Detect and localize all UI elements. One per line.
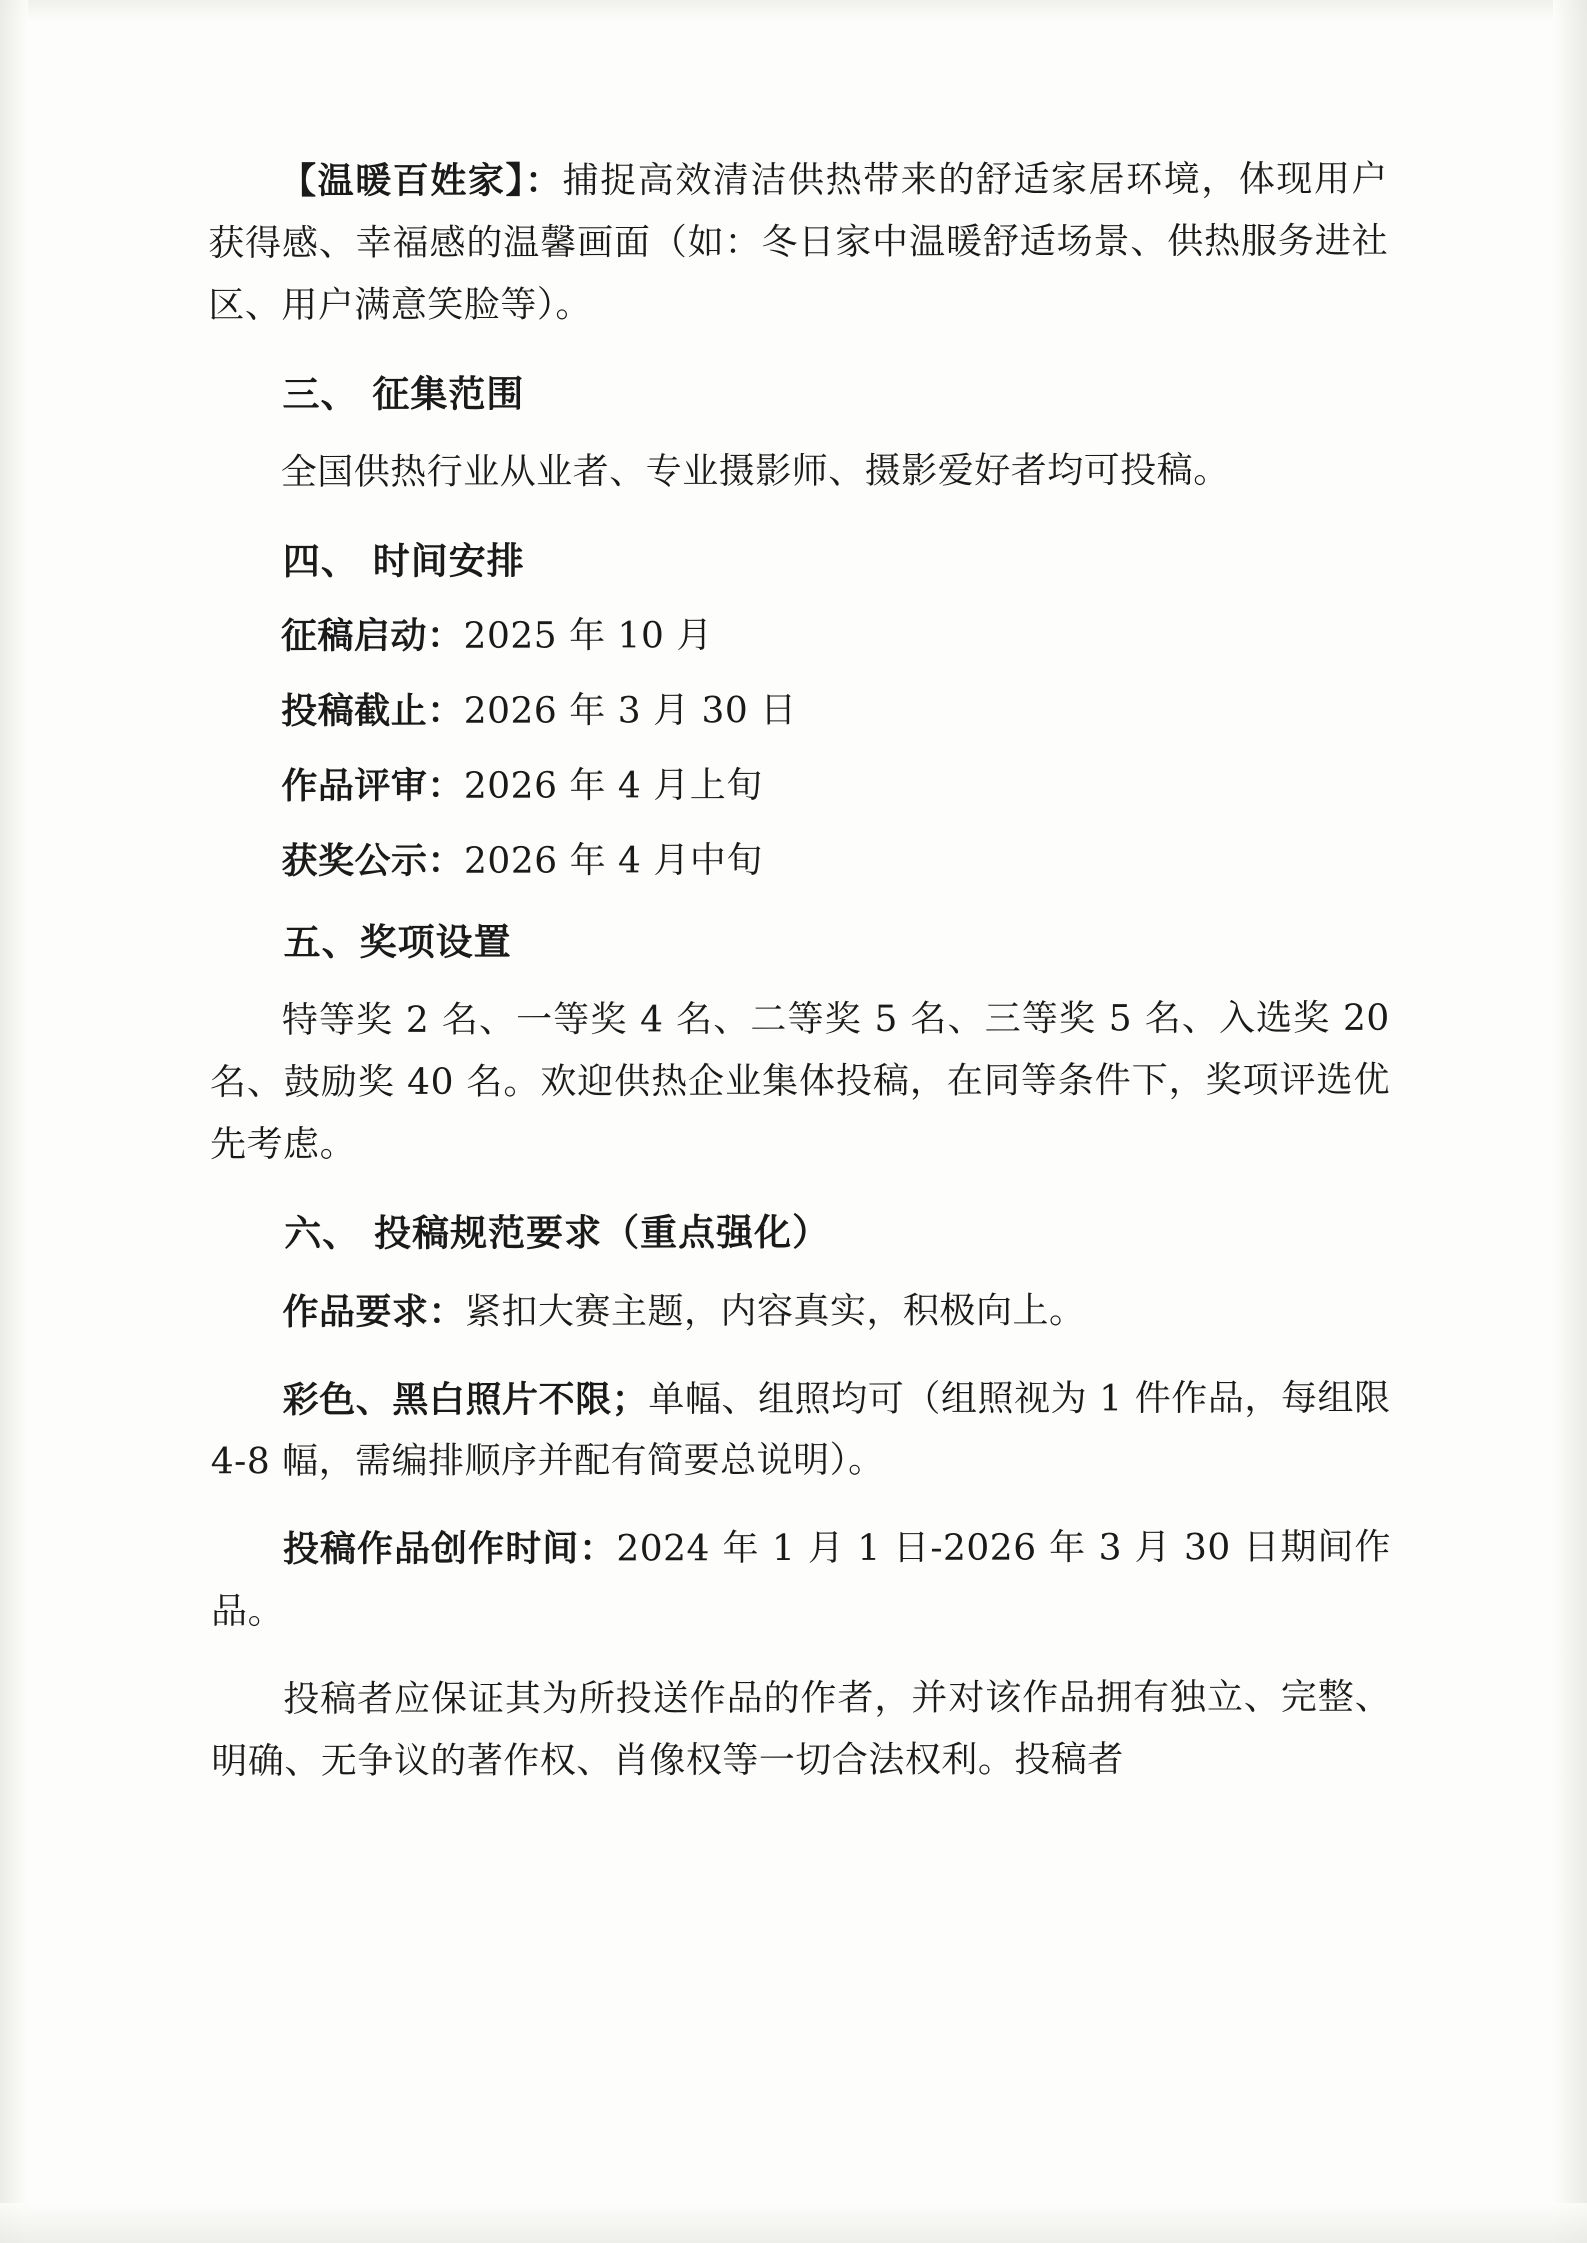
heading-section-5: 五、奖项设置 [283, 919, 512, 964]
schedule-label-announce: 获奖公示： [281, 840, 465, 883]
heading-section-3: 三、 征集范围 [282, 371, 525, 416]
schedule-value-deadline: 2026 年 3 月 30 日 [463, 690, 797, 732]
paragraph-creation-time [211, 1517, 1391, 1643]
paragraph-photo-format [211, 1367, 1391, 1493]
schedule-label-start: 征稿启动： [280, 614, 464, 657]
heading-section-6: 六、 投稿规范要求（重点强化） [284, 1209, 831, 1256]
paragraph-lead-photo-format: 彩色、黑白照片不限； [282, 1377, 649, 1421]
schedule-item-review [209, 758, 1389, 814]
paragraph-text-creation-time: 2024 年 1 月 1 日-2026 年 3 月 30 日期间作品。 [211, 1527, 1391, 1633]
document-body [208, 149, 1391, 1819]
paragraph-section-5-body: 特等奖 2 名、一等奖 4 名、二等奖 5 名、三等奖 5 名、入选奖 20 名、鼓励奖 40 名。欢迎供热企业集体投稿，在同等条件下，奖项评选优先考虑。 [209, 998, 1390, 1166]
schedule-item-start [209, 608, 1389, 664]
page-edge-bottom [0, 2203, 1587, 2243]
paragraph-copyright: 投稿者应保证其为所投送作品的作者，并对该作品拥有独立、完整、明确、无争议的著作权、肖像权等一切合法权利。投稿者 [211, 1676, 1392, 1783]
paragraph-lead-theme-warm-home: 【温暖百姓家】： [280, 159, 563, 203]
schedule-label-review: 作品评审： [281, 764, 464, 808]
paragraph-theme-warm-home [208, 149, 1388, 337]
page-edge-right [1553, 0, 1587, 2243]
schedule-item-announce [209, 833, 1389, 889]
paragraph-text-work-requirement: 紧扣大赛主题，内容真实，积极向上。 [464, 1289, 1086, 1333]
page-edge-left [0, 0, 28, 2243]
schedule-value-start: 2025 年 10 月 [463, 615, 713, 657]
schedule-value-review: 2026 年 4 月上旬 [463, 765, 763, 807]
paragraph-lead-creation-time: 投稿作品创作时间： [282, 1527, 617, 1571]
paragraph-text-photo-format: 单幅、组照均可（组照视为 1 件作品，每组限 4-8 幅，需编排顺序并配有简要总说明）。 [210, 1377, 1391, 1483]
paragraph-work-requirement [210, 1279, 1390, 1343]
paragraph-lead-work-requirement: 作品要求： [282, 1290, 465, 1333]
schedule-value-announce: 2026 年 4 月中旬 [463, 840, 763, 883]
heading-section-4: 四、 时间安排 [282, 538, 525, 584]
schedule-item-deadline [209, 683, 1389, 739]
paragraph-section-3-body: 全国供热行业从业者、专业摄影师、摄影爱好者均可投稿。 [280, 450, 1230, 494]
paragraph-text-theme-warm-home: 捕捉高效清洁供热带来的舒适家居环境，体现用户获得感、幸福感的温馨画面（如：冬日家中温暖舒适场景、供热服务进社区、用户满意笑脸等）。 [208, 158, 1389, 327]
schedule-label-deadline: 投稿截止： [281, 689, 464, 733]
page-edge-top [0, 0, 1587, 22]
